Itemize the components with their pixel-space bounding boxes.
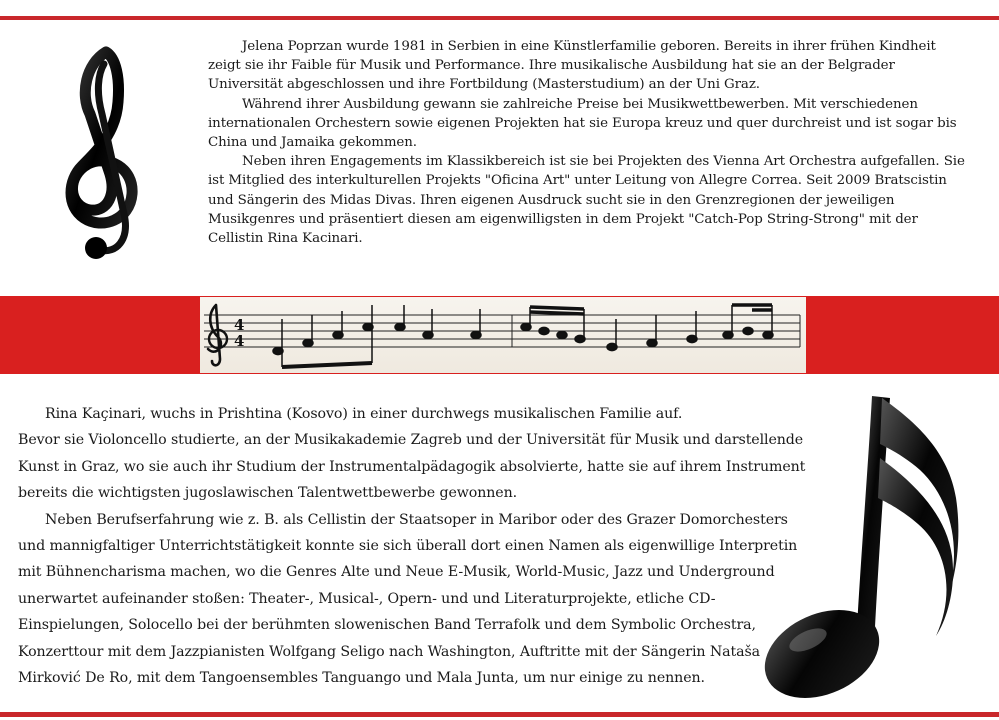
- bio1-paragraph-1: Jelena Poprzan wurde 1981 in Serbien in eine Künstlerfamilie geboren. Bereits in ihrer frühen Kindheit zeigt sie ihr Faible für Musik und Performance. Ihre musikalische Ausbildung hat sie an der Belgrader Universität abgeschlossen und ihre Fortbildung (Masterstudium) an der Uni Graz.: [208, 39, 936, 93]
- treble-clef-icon: [46, 44, 156, 264]
- bio2-paragraph-1: Rina Kaçinari, wuchs in Prishtina (Kosovo) in einer durchwegs musikalischen Familie auf.: [45, 406, 683, 422]
- music-staff-icon: [200, 297, 806, 373]
- bio1-paragraph-2: Während ihrer Ausbildung gewann sie zahlreiche Preise bei Musikwettbewerben. Mit verschiedenen internationalen Orchestern sowie eigenen Projekten hat sie Europa kreuz und quer durchreist und ist sogar bis China und Jamaika gekommen.: [208, 96, 957, 151]
- time-signature-bottom: 4: [234, 332, 245, 350]
- bio2-paragraph-2: Bevor sie Violoncello studierte, an der Musikakademie Zagreb und der Universität für Musik und darstellende Kunst in Graz, wo sie auch ihr Studium der Instrumentalpädagogik absolvierte, hatte sie auf ihrem Instrument bereits die wichtigsten jugoslawischen Talentwettbewerbe gewonnen.: [18, 432, 806, 502]
- bio-rina-kacinari: [18, 401, 818, 691]
- bottom-red-rule: [0, 712, 999, 717]
- music-staff-banner: [200, 297, 806, 373]
- bio2-paragraph-3: Neben Berufserfahrung wie z. B. als Cellistin der Staatsoper in Maribor oder des Grazer Domorchesters und mannigfaltiger Unterrichtstätigkeit konnte sie sich überall dort einen Namen als eigenwillige Interpretin mit Bühnencharisma machen, wo die Genres Alte und Neue E-Musik, World-Music, Jazz und Underground unerwartet aufeinander stoßen: Theater-, Musical-, Opern- und und Literaturprojekte, etliche CD-Einspielungen, Solocello bei der berühmten slowenischen Band Terrafolk und dem Symbolic Orchestra, Konzerttour mit dem Jazzpianisten Wolfgang Seligo nach Washington, Auftritte mit der Sängerin Nataša Mirković De Ro, mit dem Tangoensembles Tanguango und Mala Junta, um nur einige zu nennen.: [18, 511, 798, 687]
- bio1-paragraph-3: Neben ihren Engagements im Klassikbereich ist sie bei Projekten des Vienna Art Orchestra aufgefallen. Sie ist Mitglied des interkulturellen Projekts "Oficina Art" unter Leitung von Allegre Correa. Seit 2009 Bratscistin und Sängerin des Midas Divas. Ihren eigenen Ausdruck sucht sie in den Grenzregionen der jeweiligen Musikgenres und präsentiert diesen am eigenwilligsten in dem Projekt "Catch-Pop String-Strong" mit der Cellistin Rina Kacinari.: [208, 154, 965, 247]
- bio-jelena-poprzan: [208, 37, 968, 248]
- time-signature-top: 4: [234, 316, 245, 334]
- eighth-note-icon: [760, 388, 990, 708]
- top-red-rule: [0, 16, 999, 20]
